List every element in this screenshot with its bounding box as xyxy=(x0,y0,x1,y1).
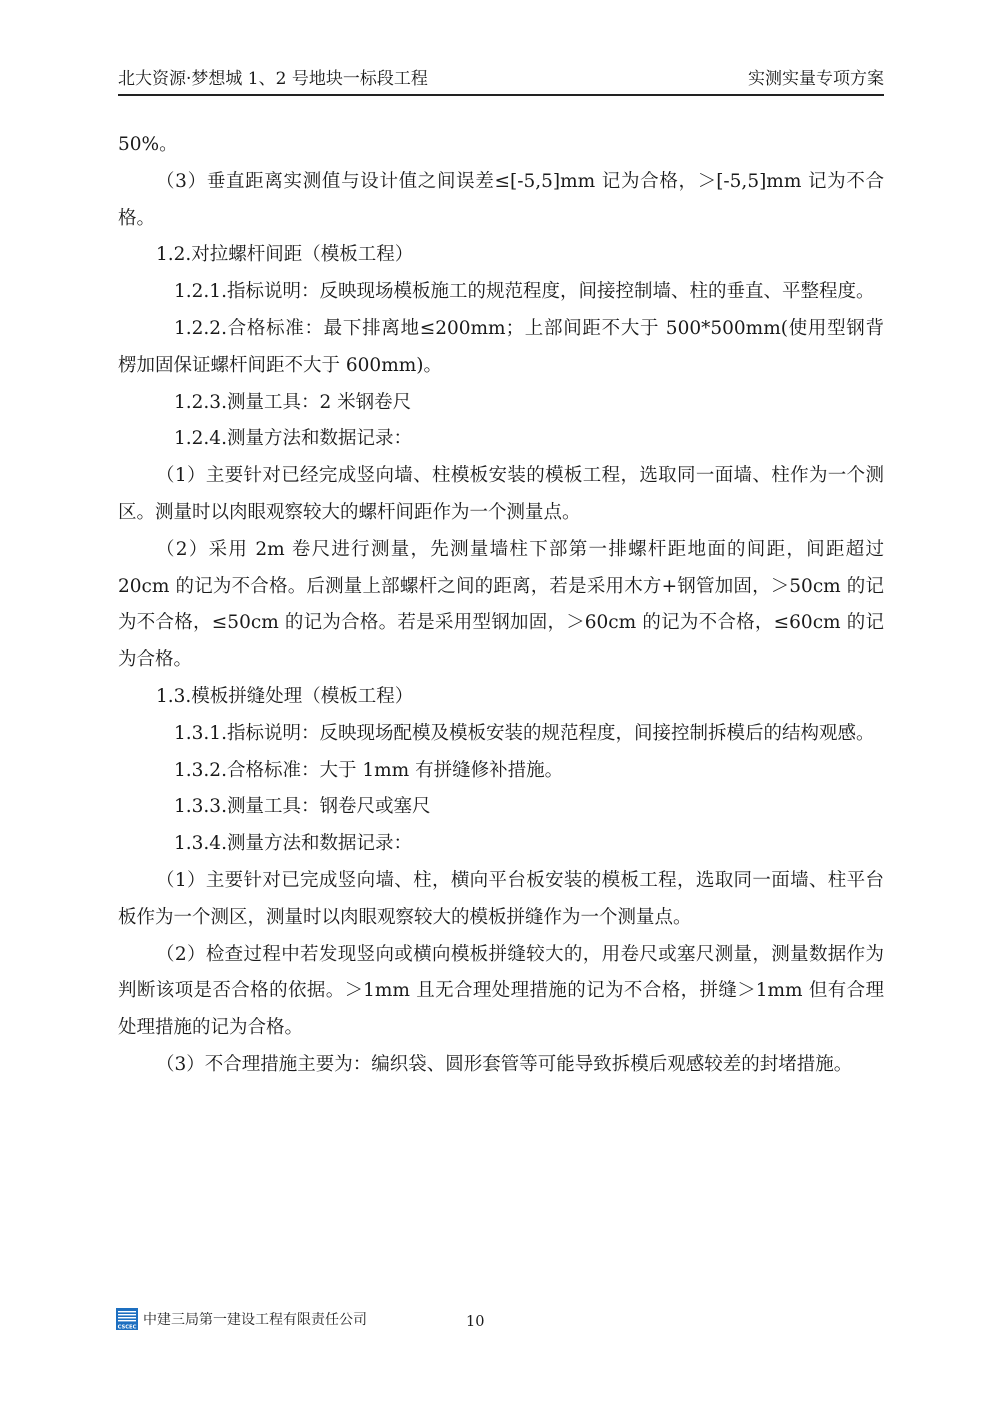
section-heading-1-3: 1.3.模板拼缝处理（模板工程） xyxy=(156,685,414,707)
subsection-1-2-2: 1.2.2.合格标准：最下排离地≤200mm；上部间距不大于 500*500mm(使用型钢背楞加固保证螺杆间距不大于 600mm)。 xyxy=(118,317,884,376)
subsection-1-3-1: 1.3.1.指标说明：反映现场配模及模板安装的规范程度，间接控制拆模后的结构观感。 xyxy=(174,722,875,744)
paragraph-1-2-4-item-2: （2）采用 2m 卷尺进行测量，先测量墙柱下部第一排螺杆距地面的间距，间距超过 20cm 的记为不合格。后测量上部螺杆之间的距离，若是采用木方+钢管加固，＞50cm 的记为不合格，≤50cm 的记为合格。若是采用型钢加固，＞60cm 的记为不合格，≤60cm 的记为合格。 xyxy=(118,538,884,671)
paragraph-1-3-4-item-2: （2）检查过程中若发现竖向或横向模板拼缝较大的，用卷尺或塞尺测量，测量数据作为判断该项是否合格的依据。＞1mm 且无合理处理措施的记为不合格，拼缝＞1mm 但有合理处理措施的记为合格。 xyxy=(118,943,884,1039)
subsection-1-2-1: 1.2.1.指标说明：反映现场模板施工的规范程度，间接控制墙、柱的垂直、平整程度。 xyxy=(174,281,875,303)
paragraph-continuation: 50%。 xyxy=(118,134,178,155)
paragraph-item-3: （3）垂直距离实测值与设计值之间误差≤[-5,5]mm 记为合格，＞[-5,5]mm 记为不合格。 xyxy=(118,170,884,229)
company-logo-icon xyxy=(116,1308,138,1330)
page-header xyxy=(118,66,884,92)
header-project-title: 北大资源·梦想城 1、2 号地块一标段工程 xyxy=(118,69,428,89)
subsection-1-3-3: 1.3.3.测量工具：钢卷尺或塞尺 xyxy=(174,796,431,818)
paragraph-1-3-4-item-1: （1）主要针对已完成竖向墙、柱，横向平台板安装的模板工程，选取同一面墙、柱平台板作为一个测区，测量时以肉眼观察较大的模板拼缝作为一个测量点。 xyxy=(118,869,884,928)
subsection-1-2-3: 1.2.3.测量工具：2 米钢卷尺 xyxy=(174,391,412,413)
document-body xyxy=(118,127,884,1084)
subsection-1-3-2: 1.3.2.合格标准：大于 1mm 有拼缝修补措施。 xyxy=(174,759,564,781)
company-name: 中建三局第一建设工程有限责任公司 xyxy=(143,1312,367,1328)
paragraph-1-3-4-item-3: （3）不合理措施主要为：编织袋、圆形套管等可能导致拆模后观感较差的封堵措施。 xyxy=(156,1053,853,1075)
subsection-1-2-4: 1.2.4.测量方法和数据记录： xyxy=(174,428,412,450)
section-heading-1-2: 1.2.对拉螺杆间距（模板工程） xyxy=(156,244,414,266)
header-document-title: 实测实量专项方案 xyxy=(748,69,884,89)
header-divider xyxy=(118,94,884,96)
logo-text: CSCEC xyxy=(117,1324,137,1330)
page-number: 10 xyxy=(466,1314,485,1330)
subsection-1-3-4: 1.3.4.测量方法和数据记录： xyxy=(174,833,412,855)
paragraph-1-2-4-item-1: （1）主要针对已经完成竖向墙、柱模板安装的模板工程，选取同一面墙、柱作为一个测区。测量时以肉眼观察较大的螺杆间距作为一个测量点。 xyxy=(118,465,884,523)
